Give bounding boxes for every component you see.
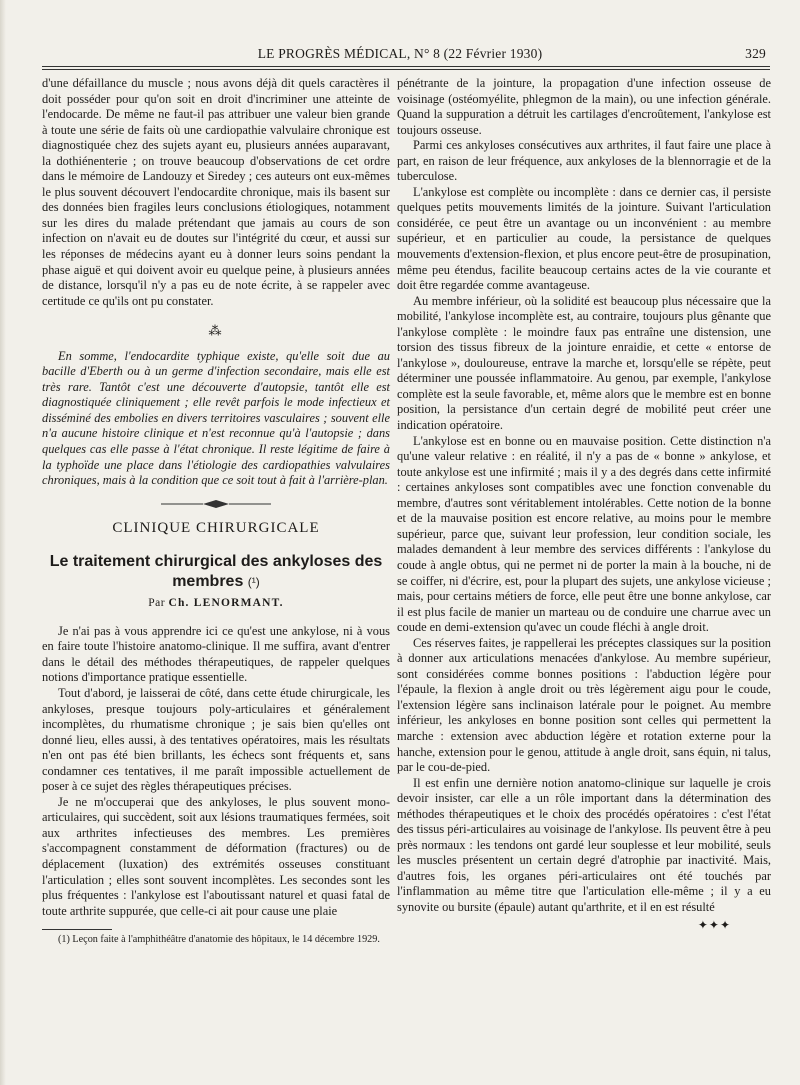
page-spine-shadow	[0, 0, 6, 1085]
left-paragraph-2: Je n'ai pas à vous apprendre ici ce qu'est une ankylose, ni à vous en faire toute l'histoire anatomo-clinique. Il me suffira, avant d'entrer dans le détail des méthodes thérapeutiques, de rappeler quelques notions d'importance pratique essentielle.	[42, 623, 390, 685]
right-paragraph-2: Parmi ces ankyloses consécutives aux arthrites, il faut faire une place à part, en raison de leur fréquence, aux ankyloses de la blennorragie et de la tuberculose.	[397, 138, 771, 184]
author-line	[42, 596, 390, 612]
right-paragraph-3: L'ankylose est complète ou incomplète : dans ce dernier cas, il persiste quelques petits mouvements limités de la jointure. Suivant l'articulation considérée, ce peut être un avantage ou un inconvénient : au membre supérieur, et en particulier au coude, la persistance de quelques mouvements d'extension-flexion, et plus encore peut-être de prosupination, même peu étendus, facilite beaucoup certains actes de la vie courante et doit être regardée comme avantageuse.	[397, 184, 771, 293]
footnote: (1) Leçon faite à l'amphithéâtre d'anatomie des hôpitaux, le 14 décembre 1929.	[58, 934, 380, 946]
section-separator: ⁂	[208, 323, 224, 339]
header-rule-top	[42, 66, 770, 67]
article-title	[42, 552, 390, 592]
right-paragraph-7: Il est enfin une dernière notion anatomo-clinique sur laquelle je crois devoir insister, car elle a un rôle important dans la détermination des méthodes thérapeutiques et le choix des procédés opératoires : c'est l'état des tissus péri-articulaires au voisinage de l'ankylose. Ils peuvent être à peu près normaux : les tendons ont gardé leur souplesse et leur mobilité, seuls les muscles présentent un certain degré d'atrophie par inactivité. Mais, d'autres fois, les organes péri-articulaires ont été touchés par l'inflammation au même titre que l'articulation elle-même ; il y a eu synovite ou bursite (épaule) autant qu'arthrite, et il en est résulté	[397, 775, 771, 914]
right-paragraph-1: pénétrante de la jointure, la propagation d'une infection osseuse de voisinage (ostéomyélite, phlegmon de la main), ou une infection générale. Quand la suppuration a détruit les cartilages d'encroûtement, l'ankylose est toujours osseuse.	[397, 76, 771, 137]
right-paragraph-6: Ces réserves faites, je rappellerai les préceptes classiques sur la position à donner aux articulations menacées d'ankylose. Au membre supérieur, sont considérées comme bonnes positions : l'abduction légère pour l'épaule, la flexion à angle droit ou très légèrement aigu pour le coude, l'extension légère sans inclinaison latérale pour le poignet. Au membre inférieur, les ankyloses en bonne position sont celles qui permettent la marche : extension avec abduction légère et rotation externe pour la hanche, extension pour le genou, attitude à angle droit, sans équin, ni talus, par le cou-de-pied.	[397, 635, 771, 775]
end-mark: ✦✦✦	[697, 917, 731, 932]
author-prefix: Par	[148, 597, 166, 610]
conclusion-paragraph: En somme, l'endocardite typhique existe, qu'elle soit due au bacille d'Eberth ou à un germe d'infection secondaire, mais elle est très rare. Tantôt c'est une découverte d'autopsie, tantôt elle est diagnostiquée cliniquement ; elle revêt parfois le mode infectieux et disséminé des embolies en divers territoires vasculaires ; souvent elle n'a aucune histoire clinique et n'est reconnue qu'à l'autopsie ; dans quelques cas elle passe à l'état chronique. Il reste légitime de faire à la typhoïde une place dans l'étiologie des cardiopathies valvulaires chroniques, mais à la condition que ce soit tout à fait à l'arrière-plan.	[42, 348, 390, 488]
right-column	[397, 76, 771, 933]
author-name: Ch. LENORMANT.	[168, 597, 284, 610]
article-title-note: (¹)	[247, 575, 260, 590]
journal-title: LE PROGRÈS MÉDICAL, N° 8 (22 Février 1930)	[257, 46, 543, 61]
right-paragraph-4: Au membre inférieur, où la solidité est beaucoup plus nécessaire que la mobilité, l'ankylose incomplète est, au contraire, toujours plus gênante que l'ankylose complète : le moindre faux pas entraîne une distension, une torsion des tissus fibreux de la jointure enraidie, et cette « entorse de l'ankylose », douloureuse, entrave la marche et, lorsqu'elle se répète, peut déterminer une poussée inflammatoire. Au genou, par exemple, l'ankylose complète est la seule favorable, et, même alors que le membre est en bonne position, la persistance d'un certain degré de mobilité peut créer une indication opératoire.	[397, 293, 771, 433]
page-number: 329	[745, 46, 766, 61]
left-paragraph-3: Tout d'abord, je laisserai de côté, dans cette étude chirurgicale, les ankyloses, presque toujours poly-articulaires et généralement incomplètes, du rhumatisme chronique ; je sais bien qu'elles ont donné lieu, elles aussi, à des tentatives opératoires, mais les résultats n'en ont pas été bien brillants, les échecs sont fréquents et, sans condamner ces tentatives, il me paraît impossible actuellement de poser à ce sujet des règles thérapeutiques précises.	[42, 685, 390, 794]
left-paragraph-4: Je ne m'occuperai que des ankyloses, le plus souvent mono-articulaires, qui succèdent, soit aux lésions traumatiques fermées, soit aux arthrites infectieuses des membres. Les premières s'accompagnent constamment de déformation (fractures) ou de déplacement (luxation) des extrémités osseuses constituant l'articulation ; elles sont souvent incomplètes. Les secondes sont les plus fréquentes : l'ankylose est l'aboutissant naturel et quasi fatal de toute arthrite suppurée, que celle-ci ait pour cause une plaie	[42, 794, 390, 918]
footnote-rule	[42, 929, 112, 930]
ornament-divider	[161, 499, 271, 509]
running-header	[30, 46, 770, 66]
section-title: CLINIQUE CHIRURGICALE	[112, 519, 320, 536]
left-paragraph-1: d'une défaillance du muscle ; nous avons déjà dit quels caractères il doit posséder pour qu'on soit en droit d'incriminer une atteinte de l'endocarde. De même ne faut-il pas attribuer une valeur bien grande à toute une série de faits où une cardiopathie valvulaire chronique est diagnostiquée chez des sujets ayant eu, plusieurs années auparavant, la dothiénenterie ; on trouve beaucoup d'observations de cet ordre dans le mémoire de Landouzy et Siredey ; ces auteurs ont eux-mêmes le plus souvent découvert l'endocardite chronique, mais ils basent sur des données bien fragiles leurs conclusions étiologiques, notamment sur les dires du malade prétendant que jamais au cours de son infection on n'avait eu de doutes sur l'intégrité du cœur, et aussi sur les réponses de médecins ayant eu à donner leurs soins pendant la phase aiguë et qui doivent avoir eu quelque peine, à plusieurs années de distance, lorsqu'il n'y a pas eu de note écrite, à se rappeler avec certitude ce qu'ils ont pu constater.	[42, 76, 390, 308]
header-rule-bottom	[42, 69, 770, 70]
right-paragraph-5: L'ankylose est en bonne ou en mauvaise position. Cette distinction n'a qu'une valeur relative : en réalité, il n'y a pas de « bonne » ankylose, et toute ankylose est une infirmité ; mais il y a des degrés dans cette infirmité : certaines ankyloses sont compatibles avec une fonction convenable du membre, d'autres sont véritablement intolérables. Cette notion de la bonne et de la mauvaise position est encore relative, au moins pour le membre supérieur, parce que, suivant leur profession, leur condition sociale, les malades demandent à leur membre des services différents : l'ankylose du coude à angle obtus, qui ne permet ni de porter la main à la bouche, ni de se coiffer, ni d'écrire, est, pour la plupart des sujets, une ankylose vicieuse ; mais, pour certains métiers de force, elle peut être une bonne ankylose, car il est plus facile de manier un marteau ou de conduire une charrue avec un coude en demi-extension qu'avec un coude fléchi à angle droit.	[397, 433, 771, 635]
left-column	[42, 76, 390, 946]
article-title-text: Le traitement chirurgical des ankyloses des membres	[49, 553, 383, 591]
